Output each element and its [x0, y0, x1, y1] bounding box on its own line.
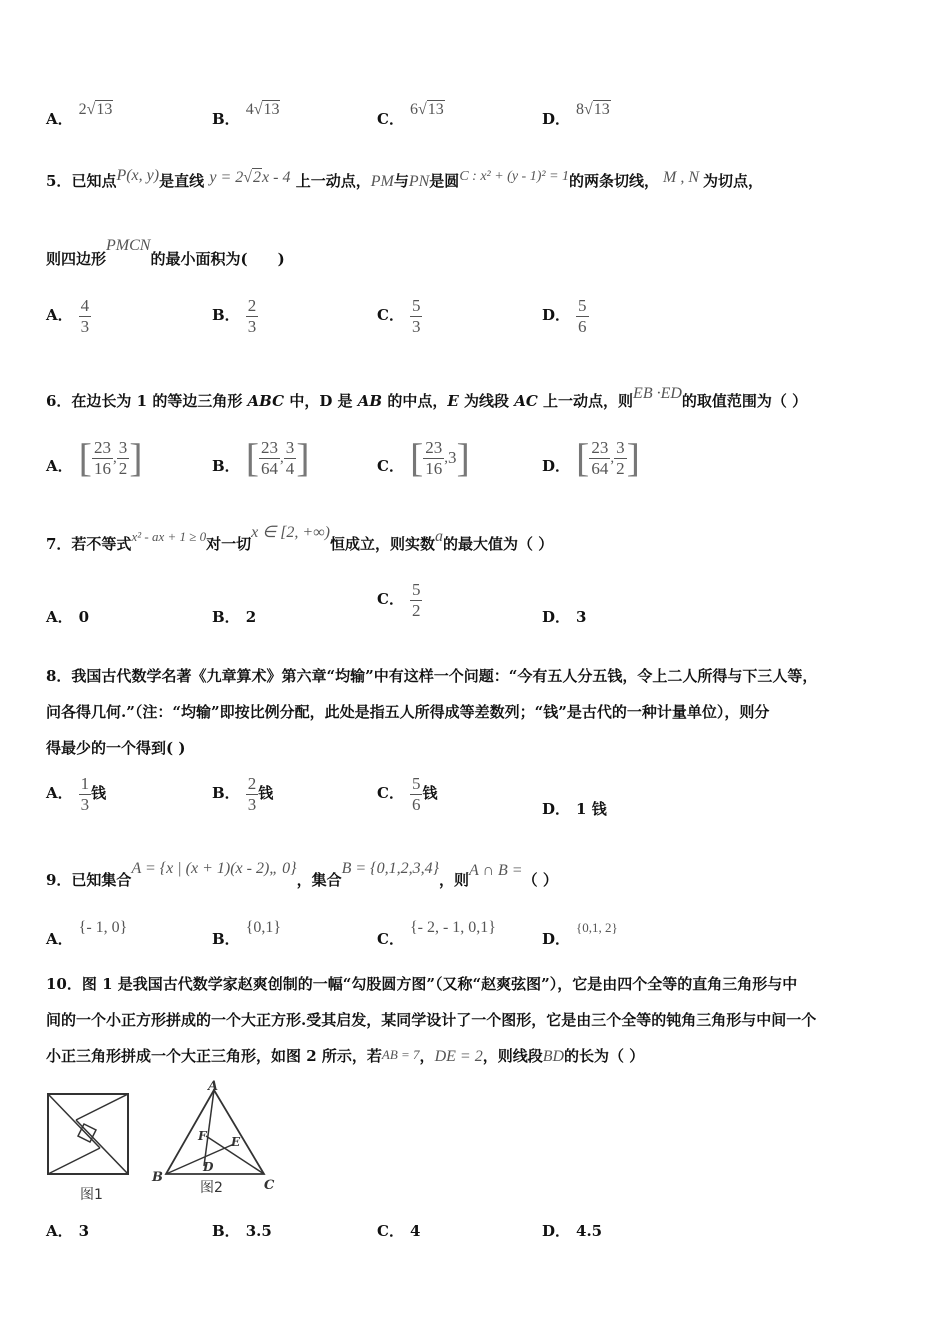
radicand: 13 [427, 101, 444, 118]
numerator: 23 [261, 438, 279, 457]
interval: [ $\frac{23}{64}$ , $\frac{3}{2}$ ] [576, 435, 640, 481]
numerator: 5 [411, 296, 421, 315]
denominator: 4 [285, 458, 295, 478]
text: ， [419, 1047, 435, 1065]
q10-option-b[interactable] [212, 1220, 272, 1241]
math: EB ·ED [633, 385, 682, 402]
vertex-label-b: B [152, 1170, 163, 1185]
numerator: 23 [591, 438, 609, 457]
denominator: 3 [411, 316, 421, 336]
math: x ∈ [2, +∞) [251, 524, 330, 541]
fraction [246, 774, 259, 814]
coef: 4 [245, 101, 254, 118]
text: 小正三角形拼成一个大正三角形，如图 2 所示，若 [46, 1047, 382, 1065]
fraction [576, 296, 589, 336]
value: 0 [78, 608, 90, 626]
q6-option-b[interactable] [212, 435, 310, 481]
numerator: 1 [80, 774, 90, 793]
q9-stem [46, 860, 558, 890]
option-label: C． [377, 1222, 404, 1240]
text: 的最大值为（ ） [442, 535, 554, 553]
denominator: 16 [425, 458, 443, 478]
option-label: C． [377, 457, 404, 476]
q5-stem-2 [46, 237, 285, 269]
text: 的中点， [382, 392, 448, 410]
option-label: B． [212, 457, 240, 476]
text: 为切点， [703, 172, 764, 190]
option-label: A． [46, 457, 73, 476]
triangle-edge [48, 1148, 100, 1174]
figure-1 [44, 1090, 134, 1205]
value: 1 [576, 800, 587, 818]
radicand: 2 [253, 169, 262, 186]
q9-option-c[interactable] [377, 919, 496, 949]
text: ，则 [438, 871, 469, 889]
coef: 2 [78, 101, 87, 118]
point-label-d: D [203, 1160, 214, 1174]
numerator: 3 [118, 438, 128, 457]
value: {- 1, 0} [78, 919, 128, 936]
math: PMCN [106, 237, 151, 254]
math: PN [408, 173, 430, 190]
value: 3 [448, 448, 457, 468]
q6-option-d[interactable] [542, 435, 640, 481]
text: 恒成立，则实数 [329, 535, 435, 553]
q10-option-d[interactable] [542, 1220, 602, 1241]
option-label: C． [377, 110, 404, 128]
option-label: A． [46, 930, 73, 948]
inner-square [78, 1124, 96, 1142]
option-label: B． [212, 110, 240, 128]
denominator: 6 [578, 316, 587, 336]
text: 则四边形 [46, 250, 107, 268]
text: 得最少的一个得到( ) [46, 739, 186, 757]
math: DE = 2 [434, 1048, 483, 1065]
math: PM [370, 173, 394, 190]
q8-option-c[interactable] [377, 774, 437, 814]
text: 的取值范围为（ ） [681, 392, 808, 410]
denominator: 6 [411, 794, 421, 814]
value: {- 2, - 1, 0,1} [409, 919, 496, 936]
math: AC [514, 392, 538, 410]
numerator: 5 [411, 580, 421, 599]
text: 8．我国古代数学名著《九章算术》第六章“均输”中有这样一个问题：“今有五人分五钱，令上二人所得与下三人等， [46, 667, 818, 685]
value: {0,1, 2} [576, 920, 618, 935]
interval: [ $\frac{23}{64}$ , $\frac{3}{4}$ ] [245, 435, 310, 481]
point-label-f: F [198, 1129, 207, 1143]
value: 3 [576, 608, 587, 626]
math: AB [357, 392, 383, 410]
denominator: 64 [261, 458, 279, 478]
q8-stem [46, 658, 916, 766]
text: 的两条切线， [569, 172, 660, 190]
q7-option-c[interactable] [377, 580, 422, 620]
figure-2 [148, 1080, 283, 1200]
fraction [79, 296, 92, 336]
q5-option-c[interactable] [377, 296, 422, 336]
text: 间的一个小正方形拼成的一个大正方形.受其启发，某同学设计了一个图形，它是由三个全等的钝角三角形与中间一个 [46, 1011, 817, 1029]
radical: 2√13 [78, 101, 113, 118]
q6-stem [46, 385, 808, 411]
math: B = {0,1,2,3,4} [341, 860, 439, 877]
question-number: 5． [46, 172, 72, 190]
denominator: 2 [118, 458, 128, 478]
option-label: B． [212, 306, 240, 325]
fraction [410, 296, 423, 336]
q9-option-a[interactable] [46, 919, 128, 949]
coef: 8 [576, 101, 585, 118]
math: y = 2 [209, 169, 244, 186]
q4-option-b[interactable] [212, 101, 280, 129]
option-label: A． [46, 784, 73, 803]
text: 7．若不等式 [46, 535, 132, 553]
q4-option-c[interactable] [377, 101, 445, 129]
radicand: 13 [96, 101, 113, 118]
option-label: D． [542, 457, 571, 476]
fraction [410, 774, 423, 814]
denominator: 3 [247, 794, 257, 814]
value: 3.5 [245, 1222, 272, 1240]
text: ，集合 [296, 871, 342, 889]
option-label: D． [542, 306, 571, 325]
q7-option-d[interactable] [542, 606, 586, 627]
q4-option-a[interactable] [46, 101, 113, 129]
text: 6．在边长为 1 的等边三角形 [46, 392, 248, 410]
outer-triangle [166, 1090, 264, 1174]
q5-option-d[interactable] [542, 296, 589, 336]
denominator: 2 [411, 600, 421, 620]
numerator: 23 [425, 438, 443, 457]
q7-option-a[interactable] [46, 606, 89, 627]
option-label: B． [212, 784, 240, 803]
radicand: 13 [593, 101, 610, 118]
coef: 6 [409, 101, 418, 118]
option-label: D． [542, 608, 571, 626]
value: 4.5 [576, 1222, 603, 1240]
math: BD [542, 1048, 565, 1065]
math: A ∩ B = [468, 862, 523, 879]
figure-caption: 图1 [80, 1187, 103, 1203]
fraction [410, 580, 423, 620]
text: 上一动点，则 [537, 392, 634, 410]
numerator: 3 [285, 438, 295, 457]
numerator: 5 [578, 296, 587, 315]
denominator: 3 [247, 316, 257, 336]
value: 2 [245, 608, 257, 626]
triangle-edge [76, 1120, 128, 1174]
numerator: 5 [411, 774, 421, 793]
option-label: D． [542, 800, 571, 818]
unit: 钱 [258, 784, 274, 803]
vertex-label-a: A [208, 1080, 219, 1094]
option-label: B． [212, 930, 240, 948]
text: 中，D 是 [284, 392, 358, 410]
unit: 钱 [91, 784, 107, 803]
math-line-eq: y = 2√2x - 4 [209, 169, 291, 186]
text: 为线段 [458, 392, 515, 410]
text: 是圆 [429, 172, 460, 190]
interval: [ $\frac{23}{16}$ , 3 ] [409, 435, 470, 481]
text: 10．图 1 是我国古代数学家赵爽创制的一幅“勾股圆方图”（又称“赵爽弦图”），它是由四个全等的直角三角形与中 [46, 975, 798, 993]
option-label: A． [46, 608, 73, 626]
vertex-label-c: C [264, 1178, 275, 1193]
text: 的长为（ ） [564, 1047, 645, 1065]
math: a [434, 528, 443, 545]
option-label: B． [212, 608, 240, 626]
unit: 钱 [422, 784, 438, 803]
denominator: 16 [93, 458, 111, 478]
numerator: 4 [80, 296, 90, 315]
q7-option-b[interactable] [212, 606, 256, 627]
radicand: 13 [263, 101, 280, 118]
text: 9．已知集合 [46, 871, 132, 889]
point-label-e: E [231, 1135, 241, 1149]
option-label: D． [542, 110, 571, 128]
text: 与 [393, 172, 409, 190]
q5-option-a[interactable] [46, 296, 91, 336]
triangle-edge [76, 1094, 128, 1120]
math: P(x, y) [116, 167, 160, 184]
option-label: D． [542, 1222, 571, 1240]
text: 已知点 [71, 172, 117, 190]
math: E [447, 392, 459, 410]
text: 的最小面积为( ) [150, 250, 285, 268]
option-label: B． [212, 1222, 240, 1240]
math: M , N [663, 169, 700, 186]
unit: 钱 [591, 800, 607, 818]
q9-option-d[interactable] [542, 920, 618, 949]
numerator: 2 [247, 774, 257, 793]
q6-option-a[interactable] [46, 435, 143, 481]
option-label: C． [377, 930, 404, 948]
fraction [79, 774, 92, 814]
option-label: A． [46, 306, 73, 325]
value: 3 [78, 1222, 90, 1240]
option-label: D． [542, 930, 571, 948]
option-label: A． [46, 110, 73, 128]
numerator: 23 [93, 438, 111, 457]
denominator: 3 [80, 316, 90, 336]
q4-option-d[interactable] [542, 101, 611, 129]
option-label: C． [377, 590, 404, 609]
radical: 4√13 [245, 101, 280, 118]
math: ABC [247, 392, 285, 410]
text: （ ） [522, 871, 558, 889]
value: 4 [409, 1222, 421, 1240]
numerator: 3 [616, 438, 625, 457]
text: 是直线 [159, 172, 205, 190]
triangle-edge [48, 1094, 100, 1148]
text: 问各得几何.”（注：“均输”即按比例分配，此处是指五人所得成等差数列；“钱”是古代的一种计量单位），则分 [46, 703, 770, 721]
denominator: 64 [591, 458, 609, 478]
math: x² - ax + 1 ≥ 0 [131, 529, 207, 544]
q8-option-d[interactable] [542, 798, 607, 819]
text: 对一切 [206, 535, 252, 553]
radical: 6√13 [409, 101, 444, 118]
q5-stem [46, 167, 764, 191]
text: 上一动点， [295, 172, 371, 190]
q5-option-b[interactable] [212, 296, 258, 336]
q6-option-c[interactable] [377, 435, 470, 481]
q10-option-c[interactable] [377, 1220, 420, 1241]
option-label: A． [46, 1222, 73, 1240]
denominator: 2 [616, 458, 625, 478]
q10-stem [46, 966, 916, 1075]
option-label: C． [377, 306, 404, 325]
q10-option-a[interactable] [46, 1220, 89, 1241]
numerator: 2 [247, 296, 257, 315]
option-label: C． [377, 784, 404, 803]
math: x - 4 [262, 169, 291, 186]
text: ，则线段 [482, 1047, 543, 1065]
interval: [ $\frac{23}{16}$ , $\frac{3}{2}$ ] [78, 435, 143, 481]
q7-stem [46, 524, 554, 554]
fraction [246, 296, 259, 336]
value: {0,1} [245, 919, 282, 936]
math: AB = 7 [381, 1047, 420, 1062]
math: C : x² + (y - 1)² = 1 [459, 169, 570, 184]
denominator: 3 [80, 794, 90, 814]
radical: 8√13 [576, 101, 610, 118]
q8-option-b[interactable] [212, 774, 273, 814]
text-line-3 [46, 1038, 916, 1075]
figure-caption: 图2 [200, 1180, 223, 1196]
q9-option-b[interactable] [212, 919, 282, 949]
math: A = {x | (x + 1)(x - 2)„ 0} [131, 860, 297, 877]
q8-option-a[interactable] [46, 774, 106, 814]
